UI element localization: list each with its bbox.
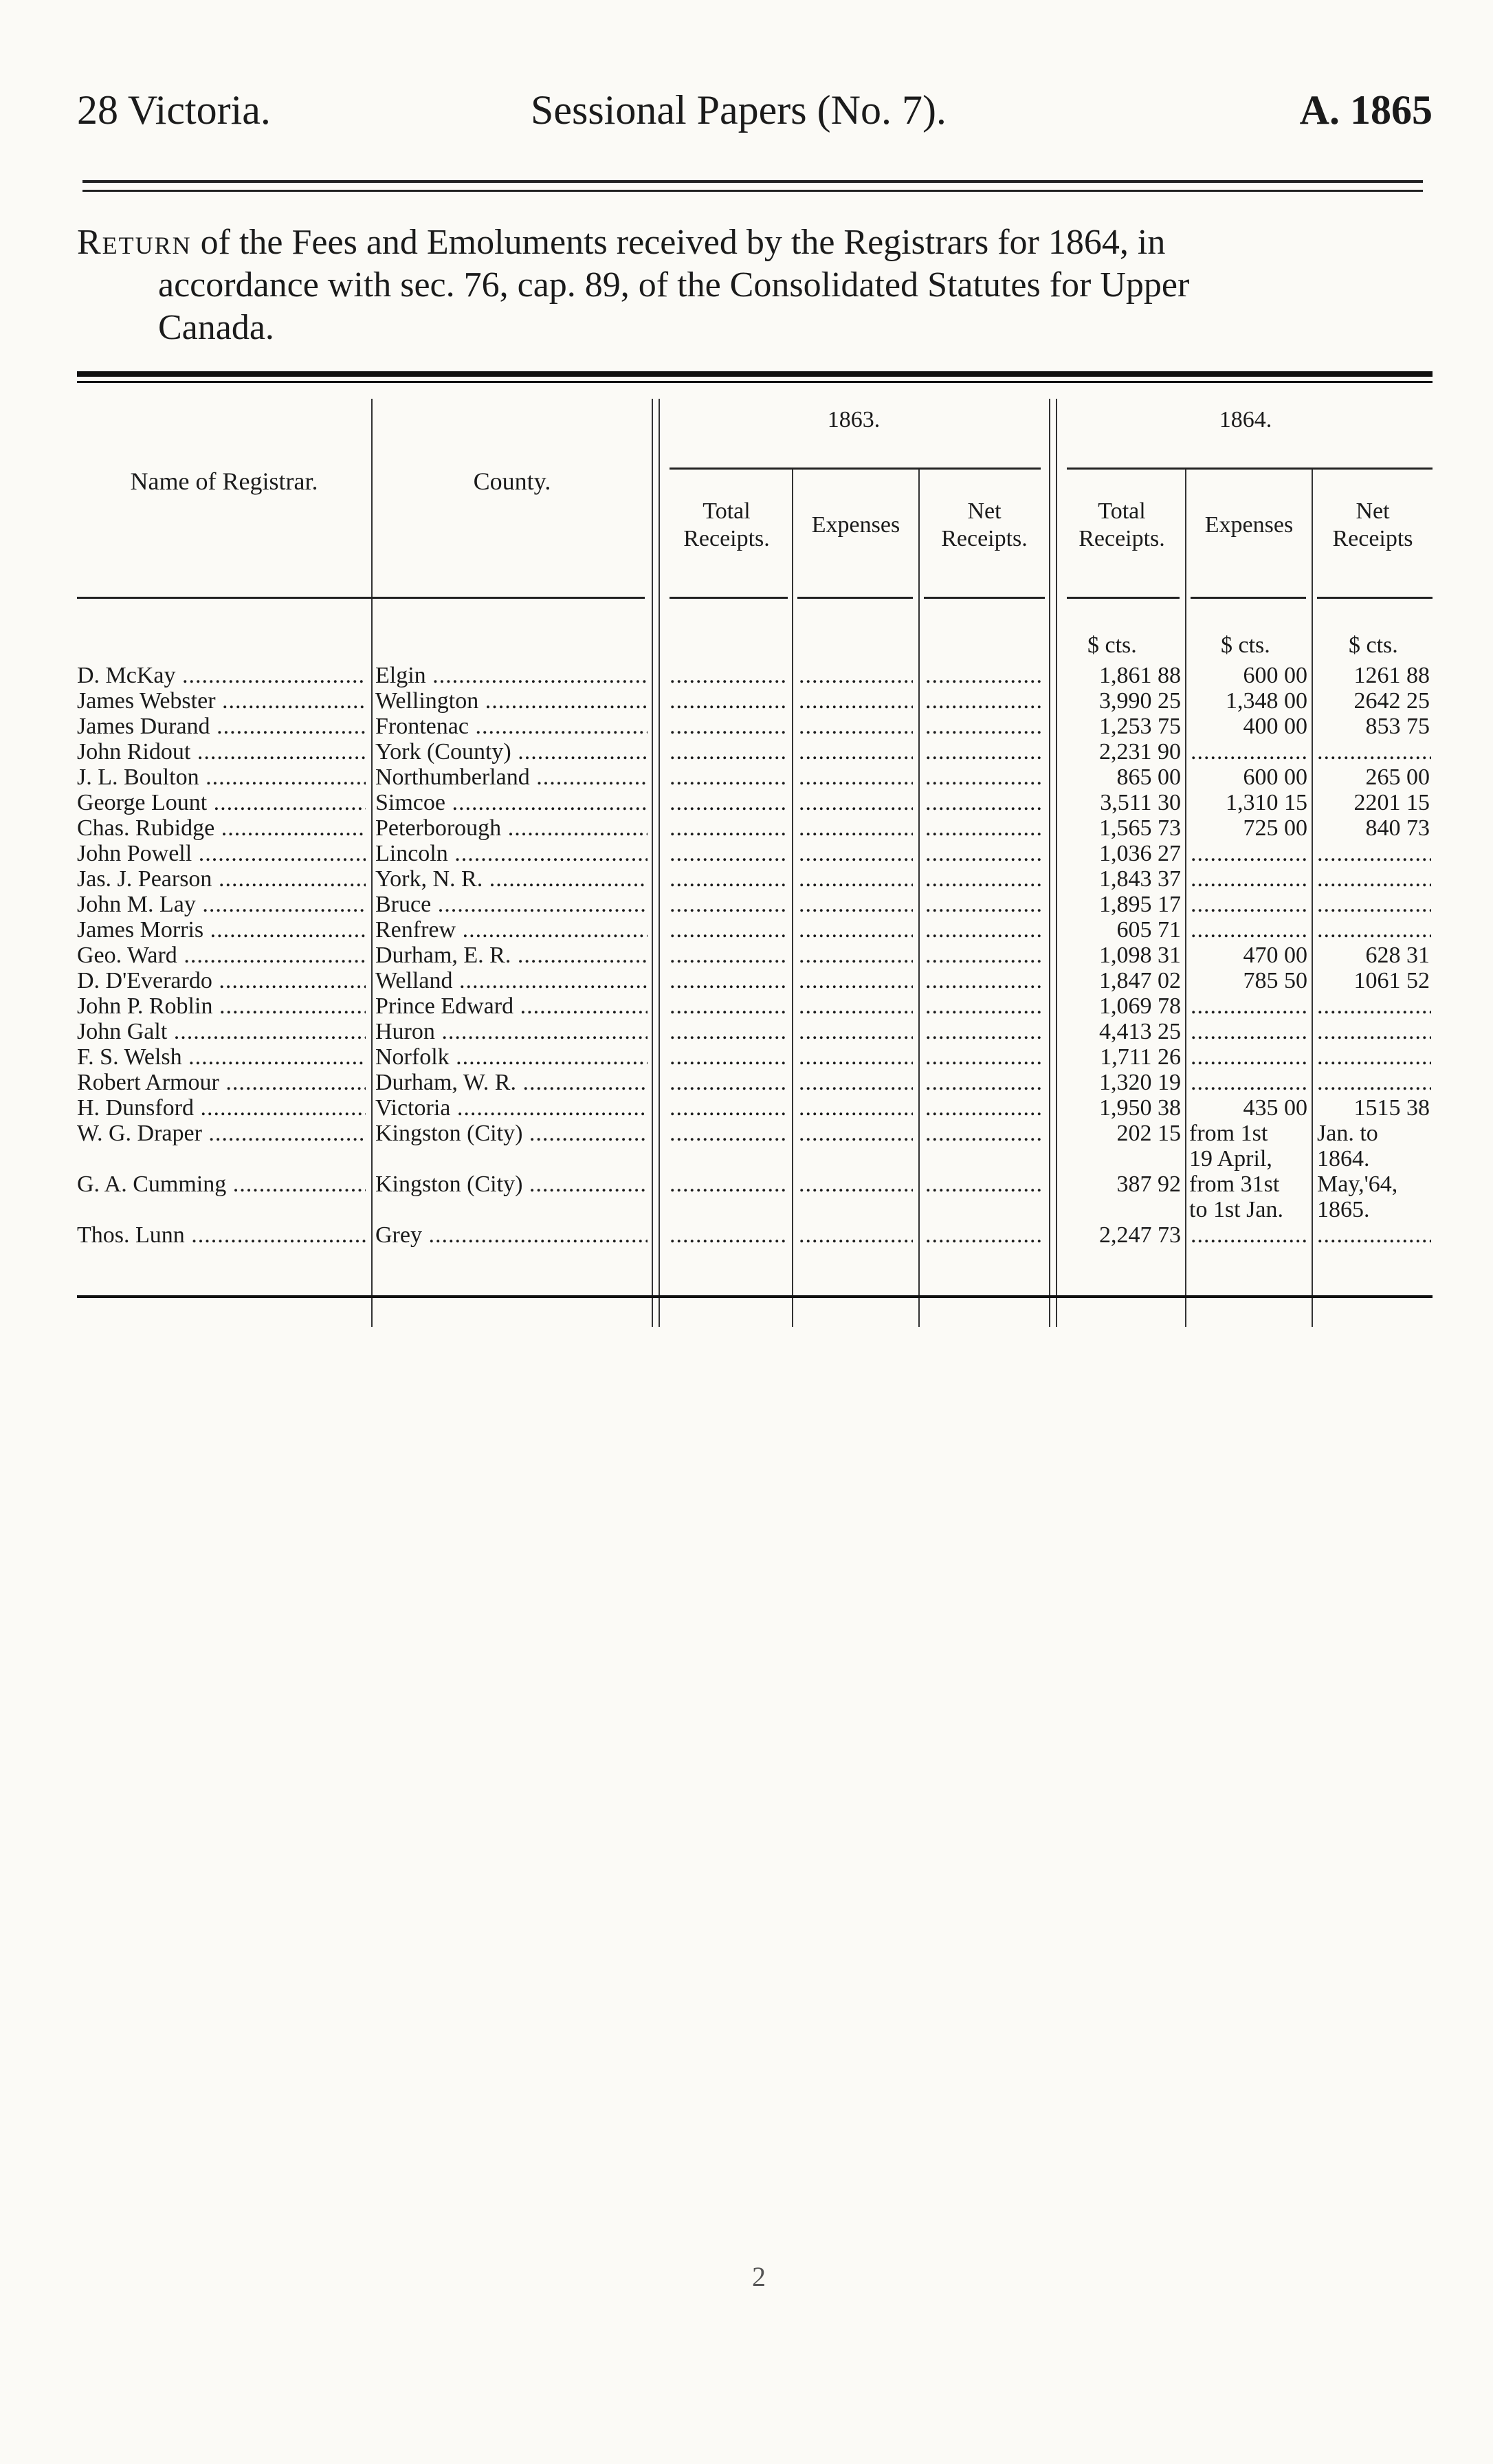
- cell-1863-net: [925, 892, 1043, 917]
- cell-1864-expenses: [1191, 1222, 1307, 1248]
- cell-1863-expenses: [799, 1095, 913, 1121]
- cell-1864-net: 1061 52: [1353, 968, 1430, 993]
- cell-1863-expenses: [799, 917, 913, 943]
- county-name: Norfolk .....: [375, 1044, 648, 1070]
- year-1864-heading: 1864.: [1219, 407, 1272, 432]
- cell-1864-total: 2,231 90: [1099, 739, 1181, 764]
- col-1863-net: [920, 498, 1049, 553]
- cell-1864-net: 1261 88: [1353, 663, 1430, 688]
- cell-1864-expenses: 600 00: [1243, 764, 1307, 790]
- cell-1863-expenses: [799, 968, 913, 993]
- registrar-name: James Durand .....: [77, 714, 366, 739]
- cell-1863-expenses: [799, 1222, 913, 1248]
- registrar-name: John Ridout .....: [77, 739, 366, 764]
- cell-1863-total: [670, 943, 786, 968]
- cell-1864-net: [1317, 892, 1431, 917]
- cell-1864-total: 387 92: [1116, 1172, 1181, 1197]
- cell-1864-total: 3,990 25: [1099, 688, 1181, 714]
- col-1863-net-l2: Receipts.: [941, 526, 1028, 551]
- cell-1863-net: [925, 714, 1043, 739]
- col-name-registrar: Name of Registrar.: [130, 468, 318, 495]
- units-total-1864: $ cts.: [1087, 632, 1137, 658]
- col-1864-expenses: Expenses: [1204, 512, 1294, 538]
- table-row: [77, 1146, 1433, 1172]
- cell-1863-net: [925, 968, 1043, 993]
- cell-1863-net: [925, 1121, 1043, 1146]
- col-1863-net-l1: Net: [967, 498, 1002, 524]
- cell-1863-total: [670, 739, 786, 764]
- cell-1864-expenses: 1,348 00: [1226, 688, 1307, 714]
- return-lead-word: Return: [77, 223, 192, 262]
- cell-1863-net: [925, 688, 1043, 714]
- cell-1864-expenses: [1191, 1019, 1307, 1044]
- cell-1864-expenses: [1191, 866, 1307, 892]
- col-1864-net-l1: Net: [1356, 498, 1390, 524]
- cell-1864-expenses: [1191, 1044, 1307, 1070]
- col-1863-expenses: Expenses: [811, 512, 900, 538]
- document-title: Sessional Papers (No. 7).: [531, 87, 947, 133]
- registrar-name: Jas. J. Pearson .....: [77, 866, 366, 892]
- cell-1863-net: [925, 1095, 1043, 1121]
- cell-1864-total: 1,711 26: [1100, 1044, 1181, 1070]
- cell-1863-total: [670, 663, 786, 688]
- cell-1863-total: [670, 1095, 786, 1121]
- session-label: 28 Victoria.: [77, 87, 271, 133]
- cell-1863-net: [925, 815, 1043, 841]
- table-bottom-rule: [77, 1295, 1433, 1298]
- table-row: [77, 1019, 1433, 1044]
- cell-1864-total: 605 71: [1116, 917, 1181, 943]
- registrar-name: James Morris .....: [77, 917, 366, 943]
- county-name: Durham, W. R. .....: [375, 1070, 648, 1095]
- cell-1863-total: [670, 917, 786, 943]
- cell-1864-expenses: [1191, 841, 1307, 866]
- registrar-name: John M. Lay .....: [77, 892, 366, 917]
- county-name: Northumberland .....: [375, 764, 648, 790]
- registrar-name: F. S. Welsh .....: [77, 1044, 366, 1070]
- header-rule-2: [82, 190, 1423, 192]
- cell-1863-net: [925, 841, 1043, 866]
- table-row: [77, 1044, 1433, 1070]
- cell-1864-net: 628 31: [1365, 943, 1430, 968]
- cell-1864-total: 1,320 19: [1099, 1070, 1181, 1095]
- cell-1864-total: 4,413 25: [1099, 1019, 1181, 1044]
- col-1864-total-l1: Total: [1098, 498, 1146, 524]
- table-row: [77, 993, 1433, 1019]
- year-1864-underline: [1067, 468, 1433, 470]
- units-net-1864: $ cts.: [1349, 632, 1398, 658]
- county-name: Peterborough .....: [375, 815, 648, 841]
- cell-1863-total: [670, 714, 786, 739]
- county-name: Kingston (City) .....: [375, 1172, 648, 1197]
- cell-1863-net: [925, 739, 1043, 764]
- county-name: Prince Edward .....: [375, 993, 648, 1019]
- cell-1863-net: [925, 917, 1043, 943]
- registrar-name: John Powell .....: [77, 841, 366, 866]
- cell-1863-total: [670, 1222, 786, 1248]
- cell-1864-expenses: 19 April,: [1189, 1146, 1272, 1172]
- registrar-name: G. A. Cumming .....: [77, 1172, 366, 1197]
- cell-1864-total: 3,511 30: [1100, 790, 1181, 815]
- table-row: [77, 1121, 1433, 1146]
- cell-1864-net: 2642 25: [1353, 688, 1430, 714]
- return-line-1: [77, 221, 1433, 264]
- county-name: Huron .....: [375, 1019, 648, 1044]
- cell-1863-expenses: [799, 739, 913, 764]
- cell-1863-expenses: [799, 815, 913, 841]
- return-description: [77, 221, 1433, 349]
- cell-1863-total: [670, 815, 786, 841]
- cell-1864-total: 202 15: [1116, 1121, 1181, 1146]
- cell-1863-expenses: [799, 790, 913, 815]
- cell-1863-expenses: [799, 841, 913, 866]
- registrar-name: Chas. Rubidge .....: [77, 815, 366, 841]
- cell-1864-net: 1864.: [1317, 1146, 1370, 1172]
- header-bottom-rule-1864-b: [1191, 597, 1306, 599]
- cell-1863-net: [925, 1222, 1043, 1248]
- cell-1864-total: 1,098 31: [1099, 943, 1181, 968]
- col-1864-net-l2: Receipts: [1332, 526, 1413, 551]
- header-rule-1: [82, 180, 1423, 183]
- cell-1864-net: [1317, 1044, 1431, 1070]
- cell-1863-expenses: [799, 714, 913, 739]
- cell-1864-net: 1865.: [1317, 1197, 1370, 1222]
- cell-1863-net: [925, 1070, 1043, 1095]
- header-bottom-rule-1863-b: [797, 597, 913, 599]
- cell-1864-total: 1,861 88: [1099, 663, 1181, 688]
- cell-1864-net: [1317, 917, 1431, 943]
- cell-1864-net: 265 00: [1365, 764, 1430, 790]
- registrar-name: Robert Armour .....: [77, 1070, 366, 1095]
- cell-1864-total: 1,069 78: [1099, 993, 1181, 1019]
- cell-1864-net: [1317, 1070, 1431, 1095]
- cell-1863-expenses: [799, 1172, 913, 1197]
- cell-1863-net: [925, 663, 1043, 688]
- registrar-name: John Galt .....: [77, 1019, 366, 1044]
- cell-1864-net: 1515 38: [1353, 1095, 1430, 1121]
- cell-1863-total: [670, 688, 786, 714]
- cell-1864-total: 1,253 75: [1099, 714, 1181, 739]
- registrar-name: James Webster .....: [77, 688, 366, 714]
- county-name: York (County) .....: [375, 739, 648, 764]
- cell-1863-net: [925, 790, 1043, 815]
- cell-1864-expenses: 600 00: [1243, 663, 1307, 688]
- cell-1863-net: [925, 866, 1043, 892]
- cell-1864-total: 1,843 37: [1099, 866, 1181, 892]
- year-label: A. 1865: [1299, 87, 1433, 133]
- county-name: Bruce .....: [375, 892, 648, 917]
- county-name: Wellington .....: [375, 688, 648, 714]
- table-row: [77, 1222, 1433, 1248]
- county-name: York, N. R. .....: [375, 866, 648, 892]
- cell-1864-expenses: 400 00: [1243, 714, 1307, 739]
- cell-1864-total: 1,565 73: [1099, 815, 1181, 841]
- col-1864-total-l2: Receipts.: [1079, 526, 1165, 551]
- table-row: [77, 968, 1433, 993]
- cell-1864-expenses: [1191, 917, 1307, 943]
- cell-1863-total: [670, 892, 786, 917]
- cell-1864-expenses: 785 50: [1243, 968, 1307, 993]
- county-name: Lincoln .....: [375, 841, 648, 866]
- table-row: [77, 841, 1433, 866]
- cell-1864-total: 1,895 17: [1099, 892, 1181, 917]
- county-name: Frontenac .....: [375, 714, 648, 739]
- county-name: Renfrew .....: [375, 917, 648, 943]
- table-row: [77, 1172, 1433, 1197]
- cell-1863-total: [670, 764, 786, 790]
- cell-1863-expenses: [799, 866, 913, 892]
- year-1863-heading: 1863.: [827, 407, 881, 432]
- cell-1863-total: [670, 866, 786, 892]
- cell-1864-net: 2201 15: [1353, 790, 1430, 815]
- registrar-name: D. D'Everardo .....: [77, 968, 366, 993]
- cell-1864-net: [1317, 1019, 1431, 1044]
- table-row: [77, 943, 1433, 968]
- table-row: [77, 790, 1433, 815]
- cell-1863-expenses: [799, 1070, 913, 1095]
- cell-1864-expenses: from 31st: [1189, 1172, 1280, 1197]
- registrar-name: Geo. Ward .....: [77, 943, 366, 968]
- table-top-rule: [77, 371, 1433, 377]
- cell-1864-expenses: [1191, 993, 1307, 1019]
- cell-1863-expenses: [799, 663, 913, 688]
- county-name: Kingston (City) .....: [375, 1121, 648, 1146]
- table-row: [77, 866, 1433, 892]
- header-bottom-rule-1864-a: [1067, 597, 1180, 599]
- table-row: [77, 917, 1433, 943]
- cell-1863-total: [670, 1019, 786, 1044]
- return-line-3: Canada.: [158, 308, 274, 347]
- cell-1864-expenses: 470 00: [1243, 943, 1307, 968]
- header-bottom-rule-name: [77, 597, 645, 599]
- cell-1863-total: [670, 1121, 786, 1146]
- table-row: [77, 1095, 1433, 1121]
- cell-1864-net: [1317, 739, 1431, 764]
- cell-1863-total: [670, 968, 786, 993]
- cell-1864-expenses: 435 00: [1243, 1095, 1307, 1121]
- table-row: [77, 739, 1433, 764]
- col-county: County.: [473, 468, 551, 495]
- registrar-name: W. G. Draper .....: [77, 1121, 366, 1146]
- table-row: [77, 815, 1433, 841]
- col-1864-total: [1059, 498, 1185, 553]
- cell-1863-expenses: [799, 993, 913, 1019]
- cell-1864-total: 1,950 38: [1099, 1095, 1181, 1121]
- cell-1863-net: [925, 1044, 1043, 1070]
- registrar-name: D. McKay .....: [77, 663, 366, 688]
- cell-1863-expenses: [799, 1019, 913, 1044]
- cell-1864-expenses: [1191, 739, 1307, 764]
- registrar-name: Thos. Lunn .....: [77, 1222, 366, 1248]
- table-row: [77, 1070, 1433, 1095]
- registrar-name: H. Dunsford .....: [77, 1095, 366, 1121]
- cell-1864-expenses: [1191, 892, 1307, 917]
- cell-1864-expenses: 1,310 15: [1226, 790, 1307, 815]
- header-bottom-rule-1863-a: [670, 597, 788, 599]
- cell-1863-net: [925, 764, 1043, 790]
- year-1863-underline: [670, 468, 1041, 470]
- return-line-2: accordance with sec. 76, cap. 89, of the Consolidated Statutes for Upper: [158, 265, 1190, 305]
- cell-1863-expenses: [799, 688, 913, 714]
- county-name: Grey .....: [375, 1222, 648, 1248]
- cell-1863-net: [925, 993, 1043, 1019]
- cell-1863-expenses: [799, 1121, 913, 1146]
- cell-1863-expenses: [799, 943, 913, 968]
- cell-1863-total: [670, 841, 786, 866]
- table-row: [77, 714, 1433, 739]
- cell-1864-expenses: to 1st Jan.: [1189, 1197, 1283, 1222]
- page-header: [77, 87, 1433, 148]
- cell-1863-total: [670, 1070, 786, 1095]
- col-1863-total-l1: Total: [703, 498, 751, 524]
- cell-1864-net: [1317, 1222, 1431, 1248]
- cell-1864-total: 865 00: [1116, 764, 1181, 790]
- col-1863-total: [661, 498, 792, 553]
- county-name: Durham, E. R. .....: [375, 943, 648, 968]
- table-row: [77, 892, 1433, 917]
- cell-1864-total: 2,247 73: [1099, 1222, 1181, 1248]
- cell-1864-net: [1317, 993, 1431, 1019]
- units-expenses-1864: $ cts.: [1221, 632, 1270, 658]
- cell-1863-total: [670, 790, 786, 815]
- cell-1863-net: [925, 943, 1043, 968]
- col-1863-total-l2: Receipts.: [683, 526, 770, 551]
- registrar-name: George Lount .....: [77, 790, 366, 815]
- col-1864-net: [1313, 498, 1433, 553]
- cell-1863-total: [670, 1044, 786, 1070]
- cell-1864-net: [1317, 841, 1431, 866]
- county-name: Elgin .....: [375, 663, 648, 688]
- table-row: [77, 764, 1433, 790]
- cell-1864-net: [1317, 866, 1431, 892]
- page-number: 2: [752, 2261, 766, 2292]
- cell-1863-net: [925, 1172, 1043, 1197]
- cell-1863-expenses: [799, 892, 913, 917]
- header-bottom-rule-1864-c: [1317, 597, 1433, 599]
- cell-1863-total: [670, 1172, 786, 1197]
- registrar-name: J. L. Boulton .....: [77, 764, 366, 790]
- cell-1863-total: [670, 993, 786, 1019]
- cell-1864-net: May,'64,: [1317, 1172, 1398, 1197]
- county-name: Victoria .....: [375, 1095, 648, 1121]
- registrar-name: John P. Roblin .....: [77, 993, 366, 1019]
- table-row: [77, 688, 1433, 714]
- county-name: Simcoe .....: [375, 790, 648, 815]
- cell-1863-net: [925, 1019, 1043, 1044]
- cell-1864-total: 1,847 02: [1099, 968, 1181, 993]
- return-line-1-text: of the Fees and Emoluments received by the Registrars for 1864, in: [200, 223, 1166, 262]
- cell-1864-net: 840 73: [1365, 815, 1430, 841]
- table-row: [77, 663, 1433, 688]
- cell-1864-expenses: 725 00: [1243, 815, 1307, 841]
- cell-1864-expenses: from 1st: [1189, 1121, 1268, 1146]
- county-name: Welland .....: [375, 968, 648, 993]
- cell-1864-total: 1,036 27: [1099, 841, 1181, 866]
- cell-1863-expenses: [799, 764, 913, 790]
- header-bottom-rule-1863-c: [924, 597, 1045, 599]
- cell-1864-net: 853 75: [1365, 714, 1430, 739]
- table-row: [77, 1197, 1433, 1222]
- cell-1864-net: Jan. to: [1317, 1121, 1378, 1146]
- table-top-thin-rule: [77, 381, 1433, 383]
- cell-1864-expenses: [1191, 1070, 1307, 1095]
- cell-1863-expenses: [799, 1044, 913, 1070]
